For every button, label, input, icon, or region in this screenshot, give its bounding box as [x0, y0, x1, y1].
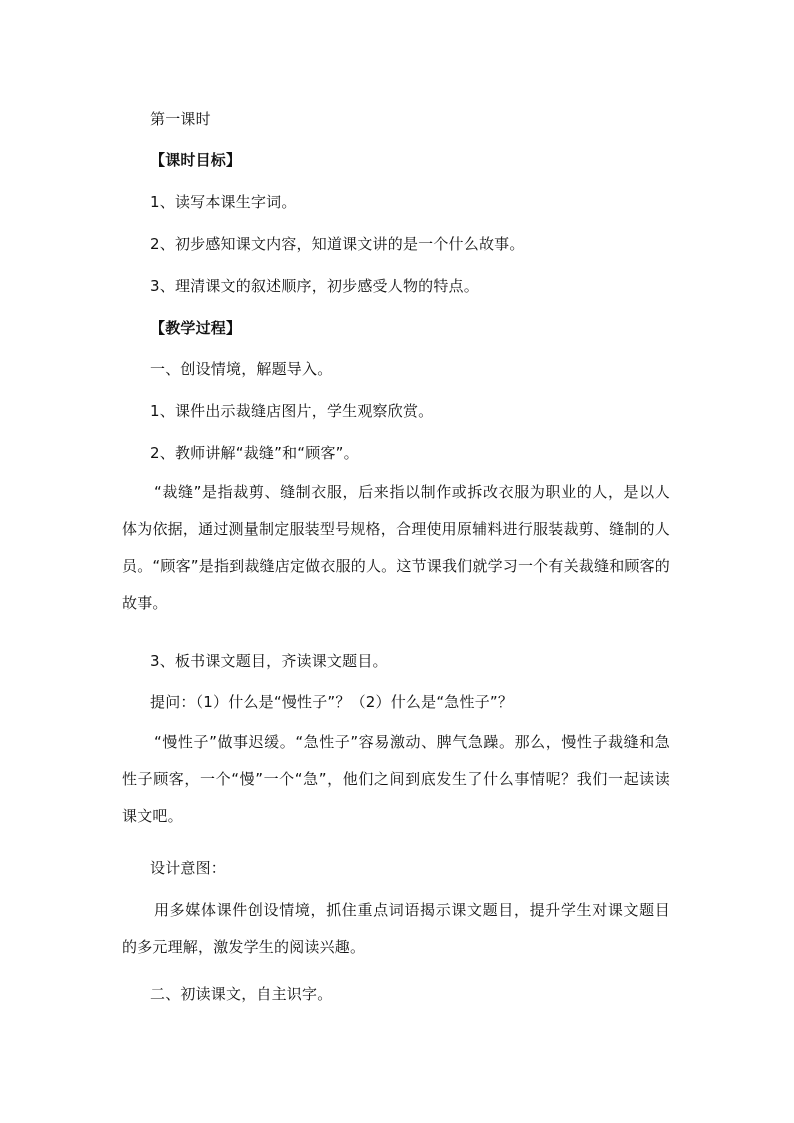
goal-item: 1、读写本课生字词。 — [150, 193, 297, 211]
section-title: 二、初读课文，自主识字。 — [150, 985, 333, 1003]
lesson-title: 第一课时 — [150, 110, 211, 128]
design-label: 设计意图： — [150, 859, 227, 877]
question-text: 提问：（1）什么是“慢性子”？（2）什么是“急性子”？ — [150, 693, 514, 711]
step-item: 3、板书课文题目，齐读课文题目。 — [150, 652, 388, 670]
answer-paragraph: “慢性子”做事迟缓。“急性子”容易激动、脾气急躁。那么，慢性子裁缝和急性子顾客，一个“慢”一个“急”，他们之间到底发生了什么事情呢？我们一起读读课文吧。 — [122, 733, 670, 825]
goals-heading: 【课时目标】 — [150, 151, 242, 169]
goal-item: 2、初步感知课文内容，知道课文讲的是一个什么故事。 — [150, 235, 525, 253]
section-title: 一、创设情境，解题导入。 — [150, 360, 333, 378]
design-paragraph: 用多媒体课件创设情境，抓住重点词语揭示课文题目，提升学生对课文题目的多元理解，激发学生的阅读兴趣。 — [122, 901, 670, 956]
step-item: 1、课件出示裁缝店图片，学生观察欣赏。 — [150, 402, 434, 420]
process-heading: 【教学过程】 — [150, 319, 242, 337]
step-item: 2、教师讲解“裁缝”和“顾客”。 — [150, 444, 359, 462]
explanation-paragraph: “裁缝”是指裁剪、缝制衣服，后来指以制作或拆改衣服为职业的人，是以人体为依据，通过测量制定服装型号规格，合理使用原辅料进行服装裁剪、缝制的人员。“顾客”是指到裁缝店定做衣服的人。这节课我们就学习一个有关裁缝和顾客的故事。 — [122, 483, 670, 612]
goal-item: 3、理清课文的叙述顺序，初步感受人物的特点。 — [150, 277, 479, 295]
